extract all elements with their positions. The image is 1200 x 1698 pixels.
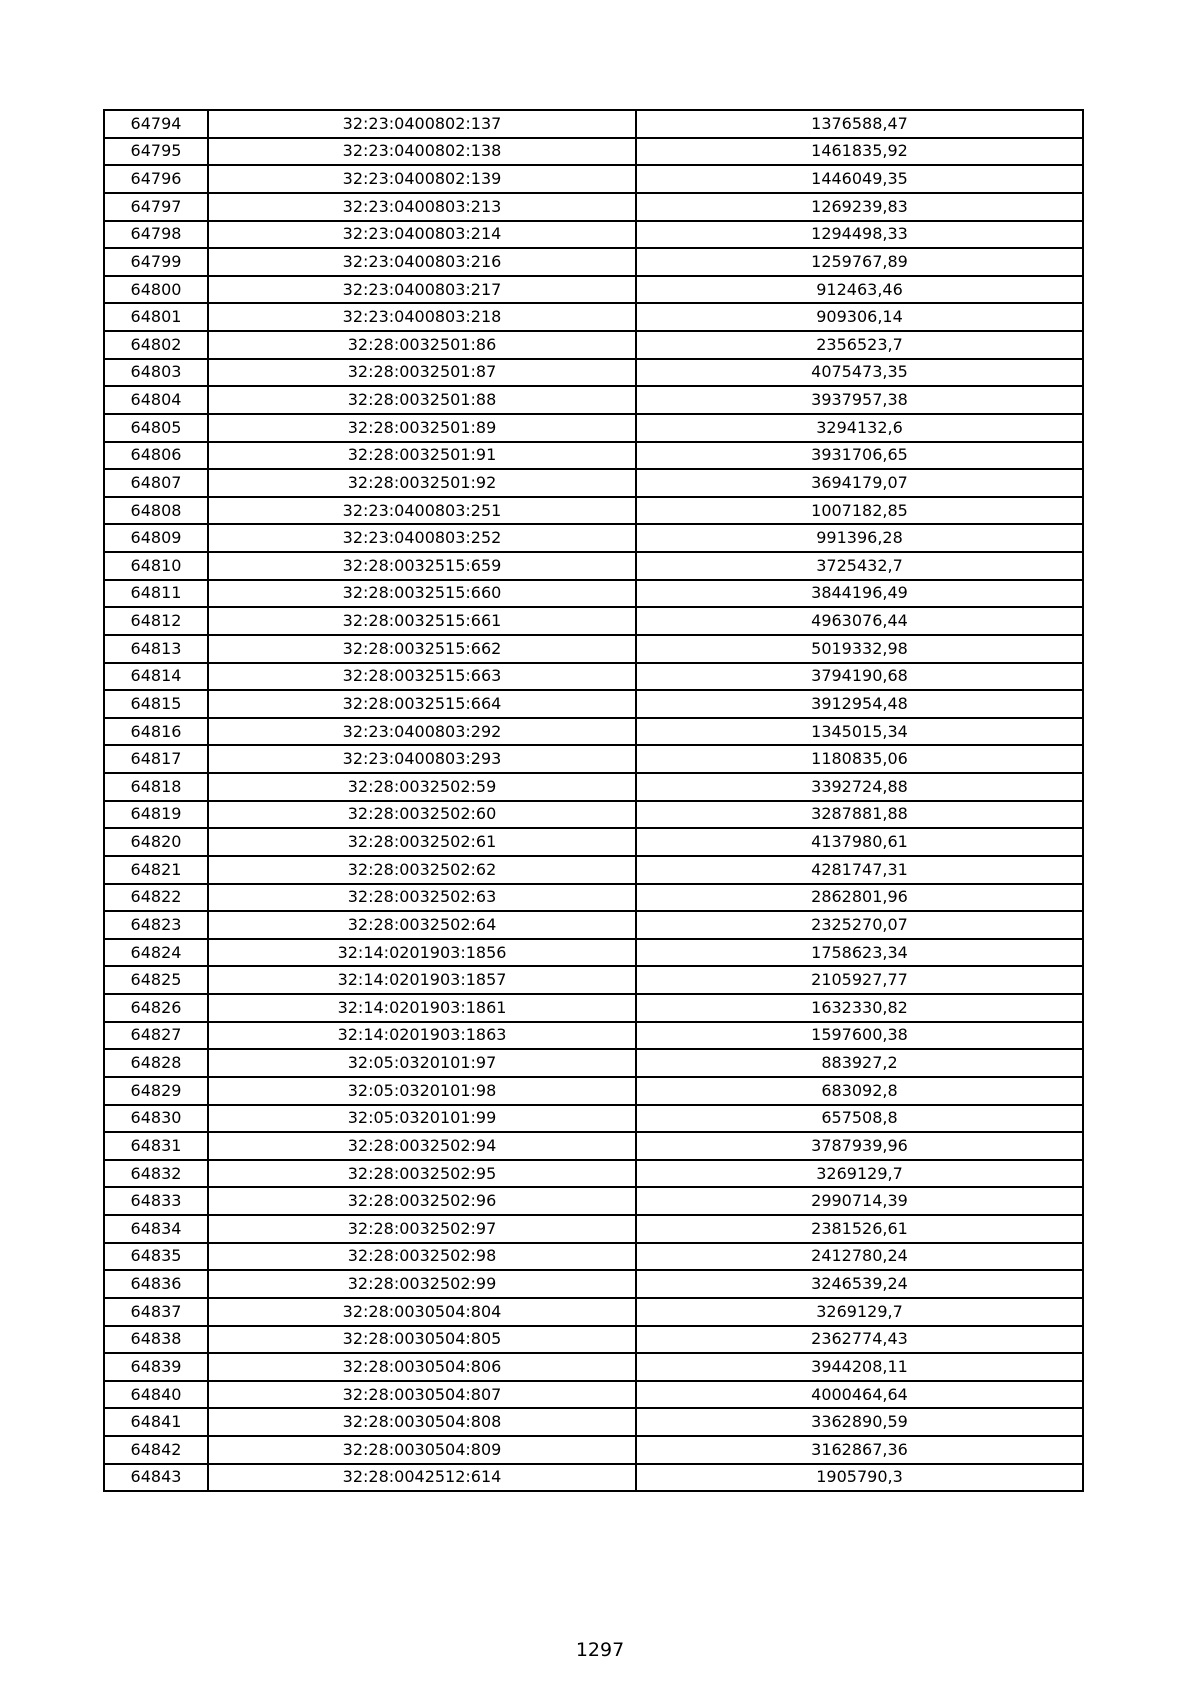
cadastral-number-cell: 32:28:0032502:62 (208, 856, 636, 884)
table-row (104, 276, 1083, 304)
cadastral-value-cell: 1376588,47 (636, 110, 1083, 138)
cadastral-number-cell: 32:14:0201903:1863 (208, 1022, 636, 1050)
row-number-cell: 64838 (104, 1326, 208, 1354)
table-row (104, 1408, 1083, 1436)
cadastral-number-cell: 32:28:0032515:663 (208, 663, 636, 691)
table-row (104, 1243, 1083, 1271)
row-number-cell: 64813 (104, 635, 208, 663)
cadastral-number-cell: 32:23:0400803:213 (208, 193, 636, 221)
cadastral-value-cell: 2862801,96 (636, 884, 1083, 912)
cadastral-number-cell: 32:28:0030504:807 (208, 1381, 636, 1409)
row-number-cell: 64800 (104, 276, 208, 304)
cadastral-value-cell: 3269129,7 (636, 1160, 1083, 1188)
cadastral-value-cell: 2105927,77 (636, 966, 1083, 994)
table-row (104, 303, 1083, 331)
cadastral-value-cell: 4000464,64 (636, 1381, 1083, 1409)
table-row (104, 442, 1083, 470)
cadastral-value-cell: 3269129,7 (636, 1298, 1083, 1326)
row-number-cell: 64824 (104, 939, 208, 967)
table-row (104, 524, 1083, 552)
cadastral-value-cell: 912463,46 (636, 276, 1083, 304)
cadastral-value-cell: 883927,2 (636, 1049, 1083, 1077)
table-row (104, 110, 1083, 138)
row-number-cell: 64836 (104, 1270, 208, 1298)
cadastral-number-cell: 32:05:0320101:99 (208, 1105, 636, 1133)
cadastral-value-cell: 5019332,98 (636, 635, 1083, 663)
cadastral-number-cell: 32:28:0032502:95 (208, 1160, 636, 1188)
cadastral-number-cell: 32:28:0030504:806 (208, 1353, 636, 1381)
cadastral-value-table (103, 109, 1084, 1492)
cadastral-value-cell: 991396,28 (636, 524, 1083, 552)
row-number-cell: 64796 (104, 165, 208, 193)
table-row (104, 1187, 1083, 1215)
cadastral-value-cell: 3362890,59 (636, 1408, 1083, 1436)
row-number-cell: 64809 (104, 524, 208, 552)
cadastral-value-cell: 3912954,48 (636, 690, 1083, 718)
row-number-cell: 64839 (104, 1353, 208, 1381)
cadastral-number-cell: 32:28:0032502:61 (208, 828, 636, 856)
cadastral-number-cell: 32:23:0400803:217 (208, 276, 636, 304)
row-number-cell: 64829 (104, 1077, 208, 1105)
cadastral-value-cell: 1758623,34 (636, 939, 1083, 967)
table-row (104, 1381, 1083, 1409)
row-number-cell: 64801 (104, 303, 208, 331)
cadastral-number-cell: 32:28:0032515:662 (208, 635, 636, 663)
row-number-cell: 64815 (104, 690, 208, 718)
cadastral-value-cell: 4075473,35 (636, 359, 1083, 387)
table-row (104, 607, 1083, 635)
row-number-cell: 64799 (104, 248, 208, 276)
table-row (104, 359, 1083, 387)
row-number-cell: 64805 (104, 414, 208, 442)
cadastral-number-cell: 32:23:0400802:137 (208, 110, 636, 138)
row-number-cell: 64830 (104, 1105, 208, 1133)
table-row (104, 1160, 1083, 1188)
row-number-cell: 64812 (104, 607, 208, 635)
cadastral-value-cell: 1446049,35 (636, 165, 1083, 193)
cadastral-value-cell: 2381526,61 (636, 1215, 1083, 1243)
cadastral-number-cell: 32:28:0032501:92 (208, 469, 636, 497)
table-row (104, 828, 1083, 856)
cadastral-value-cell: 4281747,31 (636, 856, 1083, 884)
table-row (104, 331, 1083, 359)
row-number-cell: 64837 (104, 1298, 208, 1326)
cadastral-value-cell: 1905790,3 (636, 1464, 1083, 1492)
row-number-cell: 64825 (104, 966, 208, 994)
cadastral-value-cell: 1632330,82 (636, 994, 1083, 1022)
table-body (104, 110, 1083, 1491)
row-number-cell: 64822 (104, 884, 208, 912)
table-row (104, 386, 1083, 414)
cadastral-value-cell: 4137980,61 (636, 828, 1083, 856)
cadastral-number-cell: 32:28:0030504:808 (208, 1408, 636, 1436)
table-row (104, 552, 1083, 580)
cadastral-value-cell: 3787939,96 (636, 1132, 1083, 1160)
cadastral-value-cell: 2356523,7 (636, 331, 1083, 359)
cadastral-value-cell: 909306,14 (636, 303, 1083, 331)
cadastral-value-cell: 3287881,88 (636, 801, 1083, 829)
cadastral-value-cell: 3944208,11 (636, 1353, 1083, 1381)
table-row (104, 1132, 1083, 1160)
row-number-cell: 64795 (104, 138, 208, 166)
row-number-cell: 64794 (104, 110, 208, 138)
table-row (104, 773, 1083, 801)
table-row (104, 718, 1083, 746)
cadastral-number-cell: 32:14:0201903:1856 (208, 939, 636, 967)
page-number: 1297 (575, 1639, 625, 1661)
row-number-cell: 64831 (104, 1132, 208, 1160)
cadastral-number-cell: 32:28:0032502:99 (208, 1270, 636, 1298)
cadastral-value-cell: 3931706,65 (636, 442, 1083, 470)
row-number-cell: 64816 (104, 718, 208, 746)
table-row (104, 994, 1083, 1022)
cadastral-number-cell: 32:28:0032501:89 (208, 414, 636, 442)
cadastral-number-cell: 32:05:0320101:97 (208, 1049, 636, 1077)
table-row (104, 1022, 1083, 1050)
cadastral-number-cell: 32:28:0032515:664 (208, 690, 636, 718)
table-row (104, 414, 1083, 442)
cadastral-number-cell: 32:28:0032515:661 (208, 607, 636, 635)
cadastral-number-cell: 32:23:0400803:252 (208, 524, 636, 552)
cadastral-number-cell: 32:23:0400803:218 (208, 303, 636, 331)
row-number-cell: 64828 (104, 1049, 208, 1077)
cadastral-value-cell: 3937957,38 (636, 386, 1083, 414)
row-number-cell: 64814 (104, 663, 208, 691)
row-number-cell: 64806 (104, 442, 208, 470)
cadastral-number-cell: 32:28:0032502:63 (208, 884, 636, 912)
table-row (104, 1215, 1083, 1243)
table-row (104, 1049, 1083, 1077)
table-row (104, 193, 1083, 221)
row-number-cell: 64808 (104, 497, 208, 525)
cadastral-number-cell: 32:05:0320101:98 (208, 1077, 636, 1105)
table-row (104, 580, 1083, 608)
row-number-cell: 64843 (104, 1464, 208, 1492)
table-row (104, 221, 1083, 249)
table-row (104, 1464, 1083, 1492)
cadastral-number-cell: 32:23:0400803:214 (208, 221, 636, 249)
cadastral-number-cell: 32:28:0032515:660 (208, 580, 636, 608)
cadastral-number-cell: 32:28:0030504:804 (208, 1298, 636, 1326)
cadastral-value-cell: 1345015,34 (636, 718, 1083, 746)
cadastral-number-cell: 32:28:0030504:805 (208, 1326, 636, 1354)
cadastral-value-cell: 1294498,33 (636, 221, 1083, 249)
cadastral-value-cell: 683092,8 (636, 1077, 1083, 1105)
cadastral-number-cell: 32:28:0032501:86 (208, 331, 636, 359)
row-number-cell: 64817 (104, 745, 208, 773)
table-row (104, 1105, 1083, 1133)
cadastral-value-cell: 3162867,36 (636, 1436, 1083, 1464)
row-number-cell: 64840 (104, 1381, 208, 1409)
cadastral-value-cell: 2412780,24 (636, 1243, 1083, 1271)
row-number-cell: 64835 (104, 1243, 208, 1271)
cadastral-number-cell: 32:23:0400803:216 (208, 248, 636, 276)
cadastral-number-cell: 32:14:0201903:1857 (208, 966, 636, 994)
table-row (104, 1077, 1083, 1105)
table-row (104, 801, 1083, 829)
cadastral-value-cell: 3844196,49 (636, 580, 1083, 608)
cadastral-value-cell: 3794190,68 (636, 663, 1083, 691)
cadastral-number-cell: 32:28:0030504:809 (208, 1436, 636, 1464)
cadastral-value-cell: 2362774,43 (636, 1326, 1083, 1354)
cadastral-value-cell: 1007182,85 (636, 497, 1083, 525)
cadastral-value-cell: 3392724,88 (636, 773, 1083, 801)
cadastral-number-cell: 32:28:0032502:60 (208, 801, 636, 829)
table-row (104, 497, 1083, 525)
table-row (104, 1270, 1083, 1298)
row-number-cell: 64807 (104, 469, 208, 497)
cadastral-value-cell: 2990714,39 (636, 1187, 1083, 1215)
table-row (104, 911, 1083, 939)
row-number-cell: 64803 (104, 359, 208, 387)
cadastral-number-cell: 32:28:0032502:94 (208, 1132, 636, 1160)
table-row (104, 884, 1083, 912)
table-row (104, 635, 1083, 663)
cadastral-value-cell: 1259767,89 (636, 248, 1083, 276)
cadastral-value-cell: 1180835,06 (636, 745, 1083, 773)
cadastral-number-cell: 32:23:0400803:251 (208, 497, 636, 525)
row-number-cell: 64804 (104, 386, 208, 414)
table-row (104, 165, 1083, 193)
cadastral-value-cell: 2325270,07 (636, 911, 1083, 939)
cadastral-number-cell: 32:14:0201903:1861 (208, 994, 636, 1022)
table-row (104, 745, 1083, 773)
row-number-cell: 64827 (104, 1022, 208, 1050)
cadastral-number-cell: 32:23:0400802:139 (208, 165, 636, 193)
row-number-cell: 64826 (104, 994, 208, 1022)
cadastral-number-cell: 32:23:0400803:293 (208, 745, 636, 773)
row-number-cell: 64818 (104, 773, 208, 801)
table-row (104, 1353, 1083, 1381)
cadastral-number-cell: 32:28:0032515:659 (208, 552, 636, 580)
cadastral-value-cell: 3694179,07 (636, 469, 1083, 497)
table-row (104, 469, 1083, 497)
cadastral-number-cell: 32:23:0400802:138 (208, 138, 636, 166)
row-number-cell: 64819 (104, 801, 208, 829)
table-row (104, 690, 1083, 718)
cadastral-number-cell: 32:28:0032501:87 (208, 359, 636, 387)
row-number-cell: 64823 (104, 911, 208, 939)
row-number-cell: 64802 (104, 331, 208, 359)
cadastral-number-cell: 32:28:0042512:614 (208, 1464, 636, 1492)
cadastral-value-cell: 3294132,6 (636, 414, 1083, 442)
cadastral-value-cell: 1461835,92 (636, 138, 1083, 166)
cadastral-number-cell: 32:28:0032501:88 (208, 386, 636, 414)
row-number-cell: 64797 (104, 193, 208, 221)
row-number-cell: 64811 (104, 580, 208, 608)
cadastral-number-cell: 32:23:0400803:292 (208, 718, 636, 746)
table-row (104, 939, 1083, 967)
table-row (104, 856, 1083, 884)
table-row (104, 1326, 1083, 1354)
row-number-cell: 64834 (104, 1215, 208, 1243)
cadastral-number-cell: 32:28:0032502:97 (208, 1215, 636, 1243)
cadastral-number-cell: 32:28:0032502:96 (208, 1187, 636, 1215)
cadastral-value-cell: 657508,8 (636, 1105, 1083, 1133)
table-row (104, 138, 1083, 166)
cadastral-number-cell: 32:28:0032502:59 (208, 773, 636, 801)
table-row (104, 1298, 1083, 1326)
row-number-cell: 64841 (104, 1408, 208, 1436)
cadastral-value-cell: 4963076,44 (636, 607, 1083, 635)
table-row (104, 248, 1083, 276)
row-number-cell: 64832 (104, 1160, 208, 1188)
cadastral-value-cell: 1597600,38 (636, 1022, 1083, 1050)
table-row (104, 663, 1083, 691)
row-number-cell: 64833 (104, 1187, 208, 1215)
row-number-cell: 64820 (104, 828, 208, 856)
row-number-cell: 64842 (104, 1436, 208, 1464)
row-number-cell: 64810 (104, 552, 208, 580)
cadastral-value-cell: 3246539,24 (636, 1270, 1083, 1298)
cadastral-value-cell: 3725432,7 (636, 552, 1083, 580)
cadastral-number-cell: 32:28:0032502:98 (208, 1243, 636, 1271)
cadastral-value-cell: 1269239,83 (636, 193, 1083, 221)
row-number-cell: 64798 (104, 221, 208, 249)
table-row (104, 1436, 1083, 1464)
cadastral-number-cell: 32:28:0032501:91 (208, 442, 636, 470)
cadastral-number-cell: 32:28:0032502:64 (208, 911, 636, 939)
row-number-cell: 64821 (104, 856, 208, 884)
table-row (104, 966, 1083, 994)
